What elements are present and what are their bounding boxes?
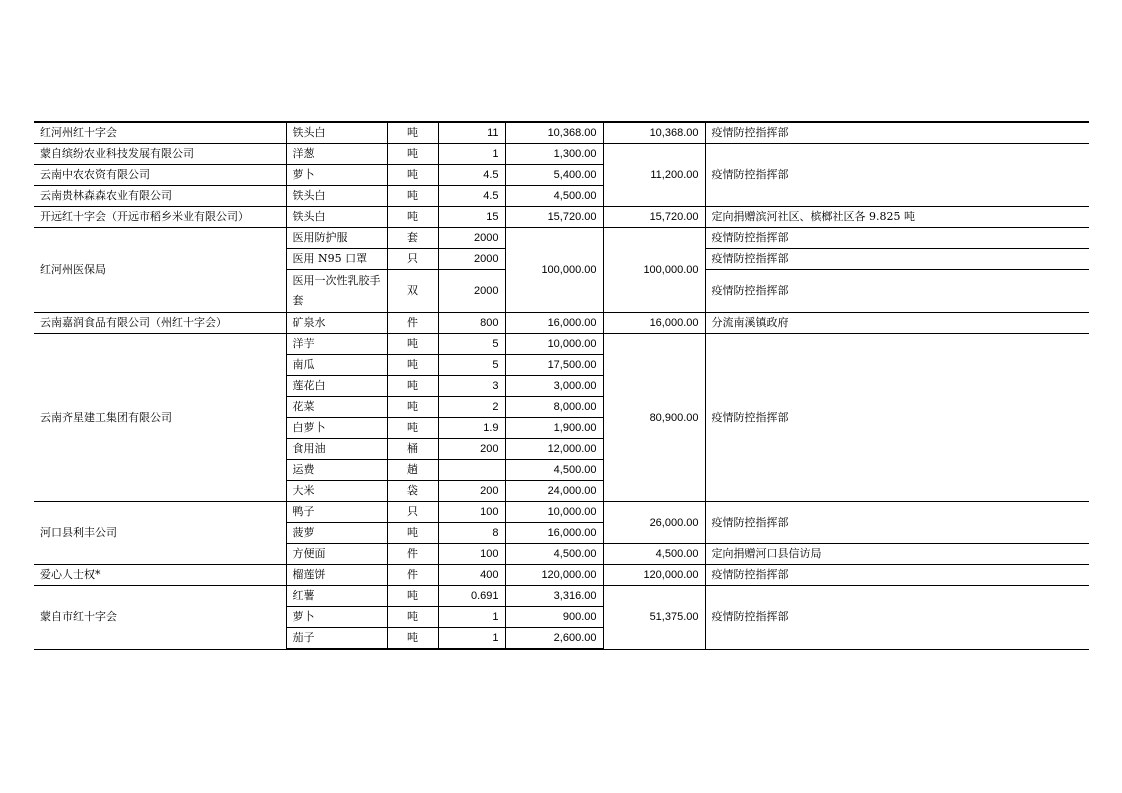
note-cell: 疫情防控指挥部 xyxy=(705,249,1089,270)
table-row xyxy=(34,228,1089,249)
quantity-cell: 2 xyxy=(438,397,505,418)
item-cell: 方便面 xyxy=(286,544,387,565)
note-cell: 疫情防控指挥部 xyxy=(705,122,1089,144)
item-cell: 医用防护服 xyxy=(286,228,387,249)
table-row xyxy=(34,586,1089,607)
unit-cell: 袋 xyxy=(387,481,438,502)
amount-cell: 900.00 xyxy=(505,607,603,628)
unit-cell: 吨 xyxy=(387,418,438,439)
item-cell: 莲花白 xyxy=(286,376,387,397)
amount-cell: 24,000.00 xyxy=(505,481,603,502)
item-cell: 鸭子 xyxy=(286,502,387,523)
unit-cell: 吨 xyxy=(387,628,438,650)
item-cell: 榴莲饼 xyxy=(286,565,387,586)
quantity-cell: 1 xyxy=(438,144,505,165)
note-cell: 疫情防控指挥部 xyxy=(705,270,1089,313)
unit-cell: 吨 xyxy=(387,165,438,186)
item-cell: 医用一次性乳胶手套 xyxy=(286,270,387,313)
unit-cell: 吨 xyxy=(387,186,438,207)
subtotal-cell: 15,720.00 xyxy=(603,207,705,228)
note-cell: 定向捐赠河口县信访局 xyxy=(705,544,1089,565)
item-cell: 铁头白 xyxy=(286,186,387,207)
donor-cell: 开远红十字会（开远市稻乡米业有限公司） xyxy=(34,207,286,228)
item-cell: 铁头白 xyxy=(286,122,387,144)
table-row xyxy=(34,313,1089,334)
unit-cell: 吨 xyxy=(387,334,438,355)
quantity-cell: 800 xyxy=(438,313,505,334)
amount-cell: 2,600.00 xyxy=(505,628,603,650)
unit-cell: 趟 xyxy=(387,460,438,481)
subtotal-cell: 100,000.00 xyxy=(603,228,705,313)
amount-cell: 16,000.00 xyxy=(505,313,603,334)
table-row xyxy=(34,502,1089,523)
quantity-cell: 200 xyxy=(438,481,505,502)
quantity-cell: 2000 xyxy=(438,249,505,270)
note-cell: 疫情防控指挥部 xyxy=(705,334,1089,502)
subtotal-cell: 80,900.00 xyxy=(603,334,705,502)
amount-cell: 1,300.00 xyxy=(505,144,603,165)
donor-cell: 云南齐星建工集团有限公司 xyxy=(34,334,286,502)
donor-cell: 河口县利丰公司 xyxy=(34,502,286,565)
item-cell: 医用 N95 口罩 xyxy=(286,249,387,270)
unit-cell: 吨 xyxy=(387,523,438,544)
subtotal-cell: 51,375.00 xyxy=(603,586,705,650)
note-cell: 定向捐赠滨河社区、槟榔社区各 9.825 吨 xyxy=(705,207,1089,228)
item-cell: 大米 xyxy=(286,481,387,502)
item-cell: 萝卜 xyxy=(286,607,387,628)
donation-table xyxy=(34,121,1089,650)
note-cell: 疫情防控指挥部 xyxy=(705,565,1089,586)
item-cell: 洋芋 xyxy=(286,334,387,355)
item-cell: 红薯 xyxy=(286,586,387,607)
table-row xyxy=(34,122,1089,144)
unit-cell: 件 xyxy=(387,313,438,334)
quantity-cell: 5 xyxy=(438,355,505,376)
donor-cell: 云南贵林森森农业有限公司 xyxy=(34,186,286,207)
note-cell: 疫情防控指挥部 xyxy=(705,228,1089,249)
quantity-cell: 100 xyxy=(438,544,505,565)
quantity-cell: 200 xyxy=(438,439,505,460)
table-row xyxy=(34,565,1089,586)
quantity-cell: 4.5 xyxy=(438,165,505,186)
unit-cell: 件 xyxy=(387,544,438,565)
donor-cell: 云南中农农资有限公司 xyxy=(34,165,286,186)
item-cell: 白萝卜 xyxy=(286,418,387,439)
amount-cell: 10,000.00 xyxy=(505,334,603,355)
amount-cell: 15,720.00 xyxy=(505,207,603,228)
donor-cell: 蒙自市红十字会 xyxy=(34,586,286,650)
subtotal-cell: 26,000.00 xyxy=(603,502,705,544)
donor-cell: 蒙自缤纷农业科技发展有限公司 xyxy=(34,144,286,165)
table-row xyxy=(34,334,1089,355)
quantity-cell: 4.5 xyxy=(438,186,505,207)
amount-cell: 4,500.00 xyxy=(505,186,603,207)
amount-cell: 4,500.00 xyxy=(505,460,603,481)
note-cell: 疫情防控指挥部 xyxy=(705,586,1089,650)
quantity-cell: 11 xyxy=(438,122,505,144)
quantity-cell: 100 xyxy=(438,502,505,523)
amount-cell: 4,500.00 xyxy=(505,544,603,565)
amount-cell: 10,368.00 xyxy=(505,122,603,144)
amount-cell: 12,000.00 xyxy=(505,439,603,460)
quantity-cell: 0.691 xyxy=(438,586,505,607)
unit-cell: 件 xyxy=(387,565,438,586)
unit-cell: 只 xyxy=(387,249,438,270)
quantity-cell: 1.9 xyxy=(438,418,505,439)
amount-cell: 8,000.00 xyxy=(505,397,603,418)
subtotal-cell: 120,000.00 xyxy=(603,565,705,586)
quantity-cell: 3 xyxy=(438,376,505,397)
unit-cell: 吨 xyxy=(387,122,438,144)
amount-cell: 17,500.00 xyxy=(505,355,603,376)
quantity-cell: 400 xyxy=(438,565,505,586)
quantity-cell: 1 xyxy=(438,607,505,628)
unit-cell: 双 xyxy=(387,270,438,313)
subtotal-cell: 4,500.00 xyxy=(603,544,705,565)
subtotal-cell: 10,368.00 xyxy=(603,122,705,144)
item-cell: 食用油 xyxy=(286,439,387,460)
item-cell: 花菜 xyxy=(286,397,387,418)
unit-cell: 吨 xyxy=(387,586,438,607)
item-cell: 南瓜 xyxy=(286,355,387,376)
amount-cell: 16,000.00 xyxy=(505,523,603,544)
unit-cell: 套 xyxy=(387,228,438,249)
amount-cell: 5,400.00 xyxy=(505,165,603,186)
item-cell: 菠萝 xyxy=(286,523,387,544)
quantity-cell: 15 xyxy=(438,207,505,228)
unit-cell: 吨 xyxy=(387,397,438,418)
unit-cell: 吨 xyxy=(387,607,438,628)
donor-cell: 爱心人士权* xyxy=(34,565,286,586)
unit-cell: 吨 xyxy=(387,376,438,397)
quantity-cell: 5 xyxy=(438,334,505,355)
amount-cell: 3,316.00 xyxy=(505,586,603,607)
unit-cell: 吨 xyxy=(387,144,438,165)
donor-cell: 红河州红十字会 xyxy=(34,122,286,144)
item-cell: 洋葱 xyxy=(286,144,387,165)
note-cell: 分流南溪镇政府 xyxy=(705,313,1089,334)
item-cell: 茄子 xyxy=(286,628,387,650)
table-row xyxy=(34,207,1089,228)
unit-cell: 桶 xyxy=(387,439,438,460)
unit-cell: 吨 xyxy=(387,355,438,376)
amount-cell: 100,000.00 xyxy=(505,228,603,313)
quantity-cell: 8 xyxy=(438,523,505,544)
unit-cell: 只 xyxy=(387,502,438,523)
subtotal-cell: 16,000.00 xyxy=(603,313,705,334)
amount-cell: 10,000.00 xyxy=(505,502,603,523)
amount-cell: 120,000.00 xyxy=(505,565,603,586)
subtotal-cell: 11,200.00 xyxy=(603,144,705,207)
quantity-cell: 1 xyxy=(438,628,505,650)
quantity-cell: 2000 xyxy=(438,270,505,313)
amount-cell: 3,000.00 xyxy=(505,376,603,397)
quantity-cell: 2000 xyxy=(438,228,505,249)
table-row xyxy=(34,144,1089,165)
donor-cell: 云南嘉润食品有限公司（州红十字会） xyxy=(34,313,286,334)
item-cell: 萝卜 xyxy=(286,165,387,186)
item-cell: 铁头白 xyxy=(286,207,387,228)
note-cell: 疫情防控指挥部 xyxy=(705,144,1089,207)
donor-cell: 红河州医保局 xyxy=(34,228,286,313)
item-cell: 矿泉水 xyxy=(286,313,387,334)
item-cell: 运费 xyxy=(286,460,387,481)
note-cell: 疫情防控指挥部 xyxy=(705,502,1089,544)
unit-cell: 吨 xyxy=(387,207,438,228)
quantity-cell xyxy=(438,460,505,481)
amount-cell: 1,900.00 xyxy=(505,418,603,439)
